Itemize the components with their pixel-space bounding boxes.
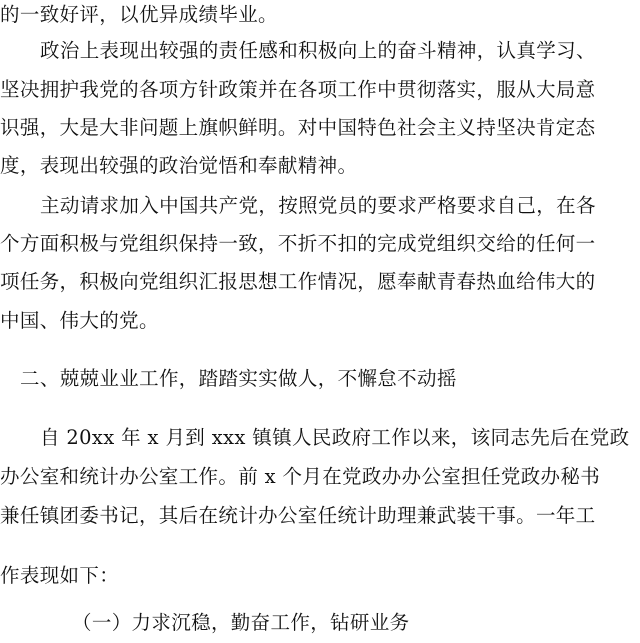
text-line-2: 政治上表现出较强的责任感和积极向上的奋斗精神，认真学习、 xyxy=(40,39,596,62)
text-line-11: 自 20xx 年 x 月到 xxx 镇镇人民政府工作以来，该同志先后在党政 xyxy=(40,426,630,449)
text-line-5: 度，表现出较强的政治觉悟和奉献精神。 xyxy=(0,154,358,177)
text-line-4: 识强，大是大非问题上旗帜鲜明。对中国特色社会主义持坚决肯定态 xyxy=(0,116,596,139)
subsection-heading: （一）力求沉稳，勤奋工作，钻研业务 xyxy=(72,611,410,634)
section-heading: 二、兢兢业业工作，踏踏实实做人，不懈怠不动摇 xyxy=(20,367,457,390)
text-line-9: 中国、伟大的党。 xyxy=(0,309,159,332)
text-line-1: 的一致好评，以优异成绩毕业。 xyxy=(0,3,278,26)
text-line-13: 兼任镇团委书记，其后在统计办公室任统计助理兼武装干事。一年工 xyxy=(0,504,596,527)
text-line-6: 主动请求加入中国共产党，按照党员的要求严格要求自己，在各 xyxy=(40,194,596,217)
text-line-14: 作表现如下： xyxy=(0,564,120,587)
text-line-8: 项任务，积极向党组织汇报思想工作情况，愿奉献青春热血给伟大的 xyxy=(0,270,596,293)
text-line-12: 办公室和统计办公室工作。前 x 个月在党政办办公室担任党政办秘书 xyxy=(0,465,601,488)
text-line-3: 坚决拥护我党的各项方针政策并在各项工作中贯彻落实，服从大局意 xyxy=(0,78,596,101)
text-line-7: 个方面积极与党组织保持一致，不折不扣的完成党组织交给的任何一 xyxy=(0,232,596,255)
